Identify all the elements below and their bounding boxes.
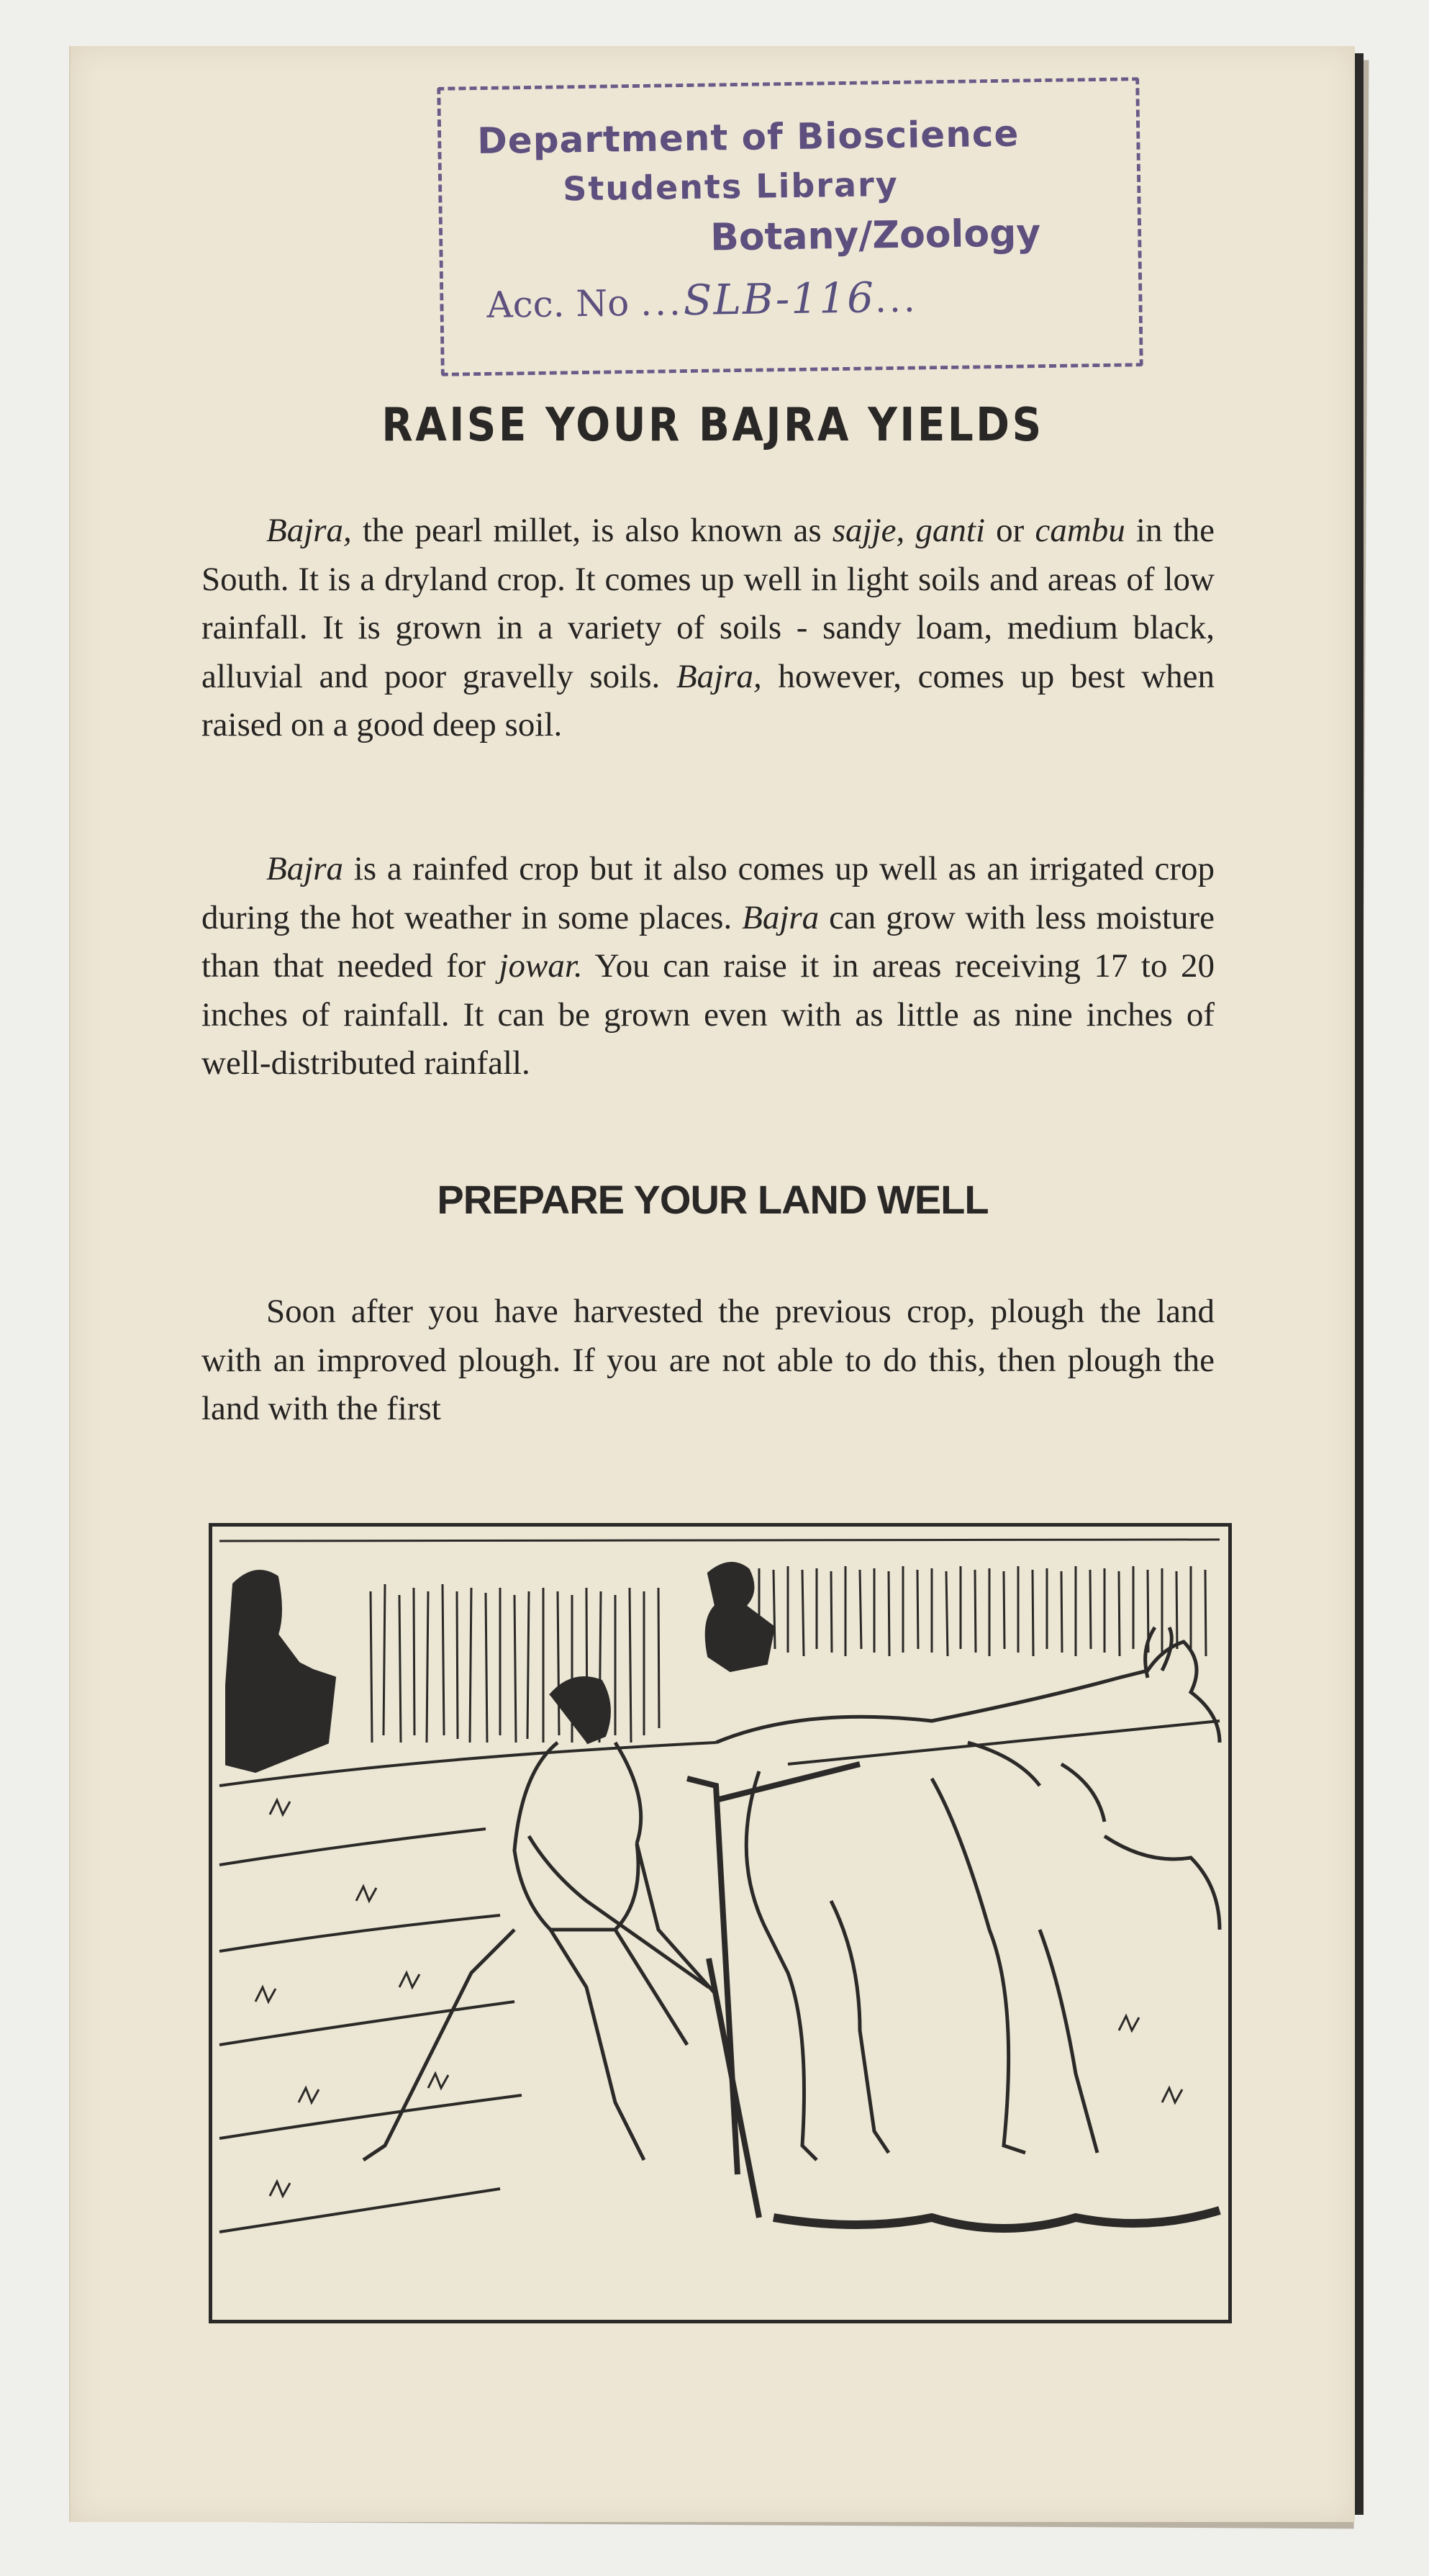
section-heading: PREPARE YOUR LAND WELL — [437, 1177, 989, 1222]
term-bajra: Bajra, — [676, 657, 762, 695]
term-cambu: cambu — [1035, 512, 1125, 549]
paragraph-rainfall — [201, 845, 1215, 1088]
text-run: however, comes up best when raised on a good deep soil. — [201, 657, 1215, 744]
seated-woman-left — [227, 1571, 335, 1771]
stamp-library: Students Library — [562, 164, 899, 209]
text-run: the pearl millet, is also known as — [351, 512, 833, 549]
stamp-acc-number: SLB-116 — [683, 273, 876, 325]
ploughman — [363, 1678, 716, 2161]
ploughing-illustration — [209, 1523, 1232, 2323]
stamp-accession — [486, 273, 918, 327]
term-bajra: Bajra — [266, 850, 344, 887]
text-run: can grow with less moisture than that needed for — [201, 898, 1215, 985]
oxen — [716, 1627, 1220, 2228]
text-run: You can raise it in areas receiving 17 to 20 inches of rainfall. It can be grown even with as little as nine inches of well-distributed rainfall. — [201, 947, 1215, 1082]
crouching-figure-right — [707, 1563, 774, 1671]
stamp-acc-label: Acc. No — [486, 282, 630, 326]
stamp-dots-trailing: ... — [874, 278, 919, 321]
paragraph-intro — [201, 507, 1215, 750]
stamp-dots: ... — [640, 281, 684, 324]
term-bajra: Bajra — [742, 898, 820, 936]
illustration-drawing — [212, 1527, 1228, 2320]
library-stamp — [437, 77, 1143, 376]
paragraph-ploughing: Soon after you have harvested the previous crop, plough the land with an improved plough. If you are not able to do this, then plough the land with the first — [201, 1293, 1215, 1427]
plough — [687, 1764, 860, 2218]
stamp-subject: Botany/Zoology — [709, 212, 1041, 260]
term-bajra: Bajra, — [266, 512, 352, 549]
page-title: RAISE YOUR BAJRA YIELDS — [381, 399, 1044, 452]
stamp-department: Department of Bioscience — [476, 112, 1020, 163]
text-run: in the South. It is a dryland crop. It comes up well in light soils and areas of low rainfall. It is grown in a variety of soils - sandy loam, medium black, alluvial and poor gravelly soils. — [201, 512, 1215, 695]
term-jowar: jowar. — [499, 947, 583, 985]
leaflet-page — [69, 46, 1355, 2522]
term-sajje-ganti: sajje, ganti — [832, 512, 986, 549]
text-run: or — [985, 512, 1035, 549]
text-run: is a rainfed crop but it also comes up well as an irrigated crop during the hot weather in some places. — [201, 850, 1215, 936]
